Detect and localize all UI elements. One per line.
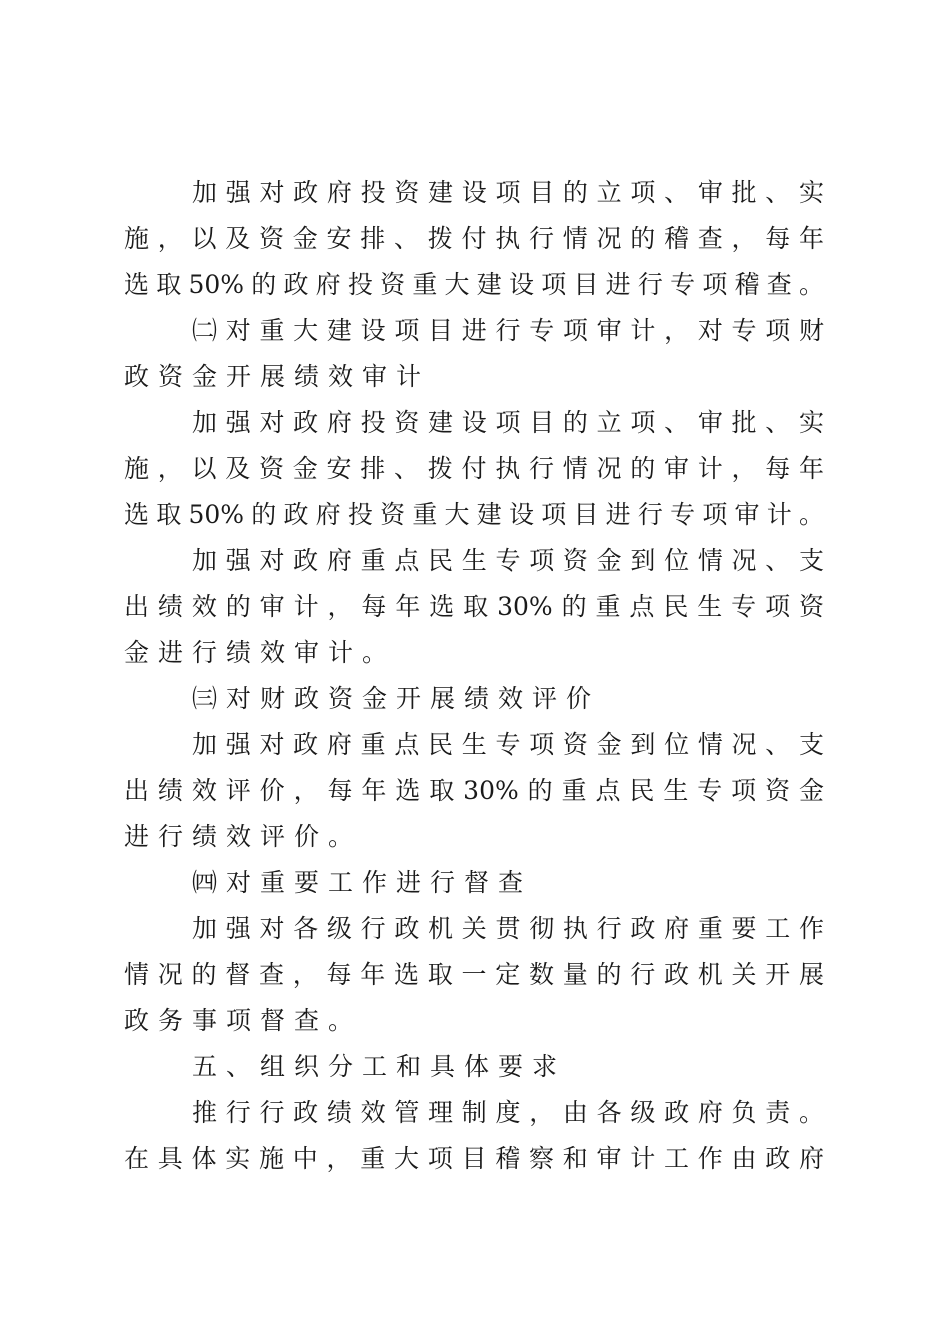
paragraph-line: 施，以及资金安排、拨付执行情况的审计，每年: [124, 454, 824, 483]
paragraph-line: 政务事项督查。: [124, 1006, 363, 1035]
paragraph-line: 出绩效的审计，每年选取30%的重点民生专项资: [124, 592, 824, 621]
paragraph-line: 出绩效评价，每年选取30%的重点民生专项资金: [124, 776, 824, 805]
section-heading-line: ㈢对财政资金开展绩效评价: [192, 684, 601, 713]
paragraph-line: 选取50%的政府投资重大建设项目进行专项稽查。: [124, 270, 824, 299]
paragraph-line: 推行行政绩效管理制度，由各级政府负责。: [192, 1098, 824, 1127]
section-heading-line: 政资金开展绩效审计: [124, 362, 431, 391]
paragraph-line: 加强对政府重点民生专项资金到位情况、支: [192, 730, 824, 759]
paragraph-line: 金进行绩效审计。: [124, 638, 397, 667]
paragraph-line: 加强对政府投资建设项目的立项、审批、实: [192, 178, 824, 207]
paragraph-line: 加强对各级行政机关贯彻执行政府重要工作: [192, 914, 824, 943]
paragraph-line: 加强对政府重点民生专项资金到位情况、支: [192, 546, 824, 575]
section-heading-line: ㈣对重要工作进行督查: [192, 868, 533, 897]
paragraph-line: 选取50%的政府投资重大建设项目进行专项审计。: [124, 500, 824, 529]
paragraph-line: 在具体实施中，重大项目稽察和审计工作由政府: [124, 1144, 824, 1173]
paragraph-line: 进行绩效评价。: [124, 822, 363, 851]
section-heading-line: 五、组织分工和具体要求: [192, 1052, 567, 1081]
paragraph-line: 情况的督查，每年选取一定数量的行政机关开展: [124, 960, 824, 989]
section-heading-line: ㈡对重大建设项目进行专项审计，对专项财: [192, 316, 824, 345]
body-text: [124, 170, 824, 1182]
paragraph-line: 加强对政府投资建设项目的立项、审批、实: [192, 408, 824, 437]
paragraph-line: 施，以及资金安排、拨付执行情况的稽查，每年: [124, 224, 824, 253]
